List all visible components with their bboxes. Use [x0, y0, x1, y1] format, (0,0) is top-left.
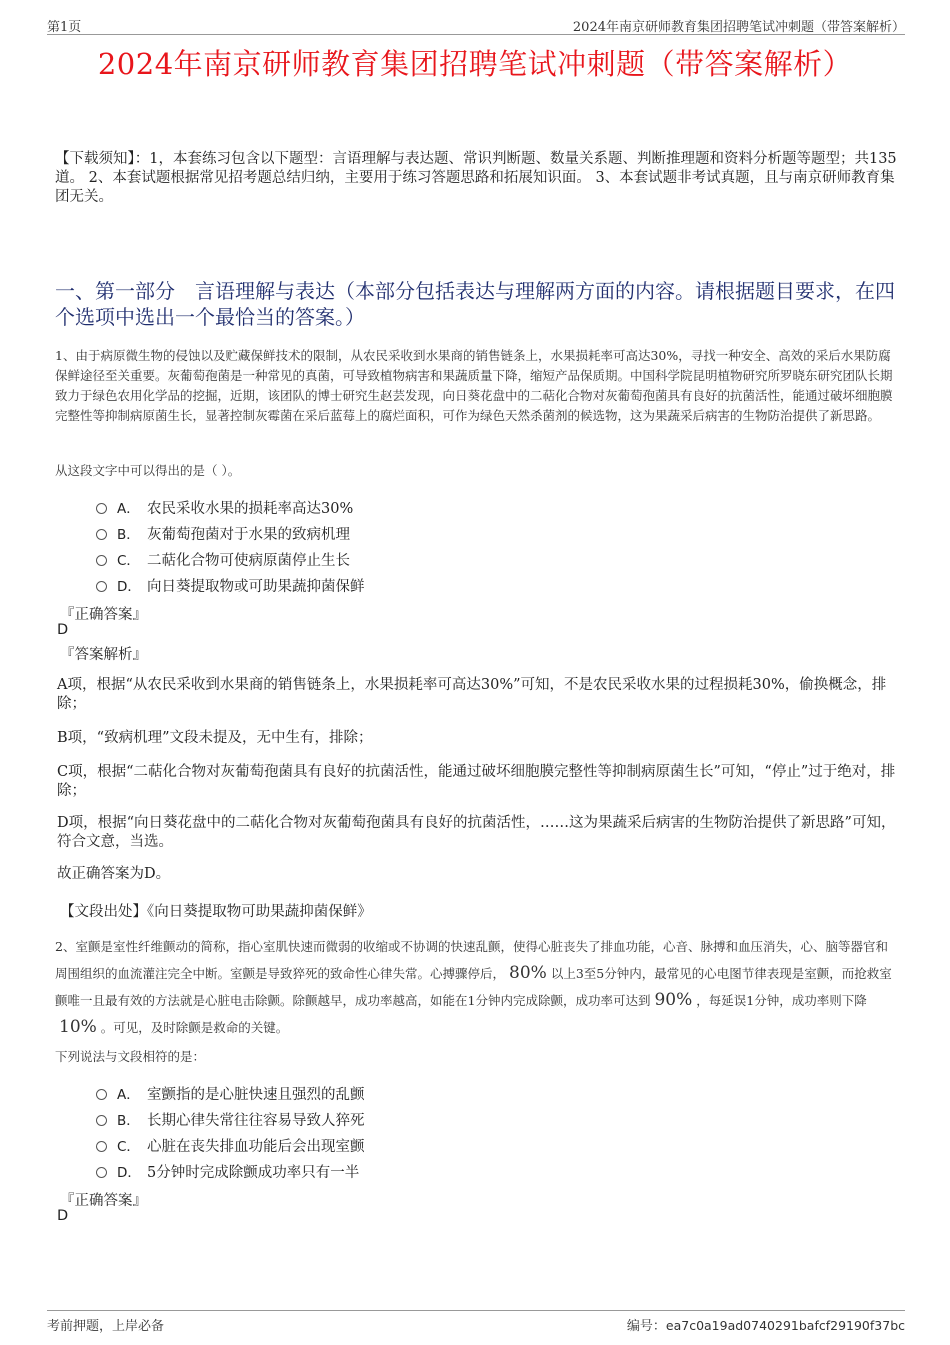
- radio-icon[interactable]: [96, 581, 107, 592]
- q2-pct-10: 10%: [59, 1017, 97, 1037]
- q2-passage-part2: 以上3至5分钟内，最常见的心电图节律表现是室颤，而抢救室颤唯一且最有效的方法就是心脏电击除颤。除颤越早，成功率越高，如能在1分钟内完成除颤，成功率可达到: [55, 966, 892, 1008]
- option-key: B．: [117, 527, 140, 543]
- q1-analysis-b: B项，“致病机理”文段未提及，无中生有，排除；: [57, 730, 373, 746]
- option-text: 向日葵提取物或可助果蔬抑菌保鲜: [147, 579, 365, 595]
- q2-passage-part3: ，每延误1分钟，成功率则下降: [696, 993, 867, 1008]
- option-text: 农民采收水果的损耗率高达30%: [147, 501, 354, 517]
- download-notice: 【下载须知】：1，本套练习包含以下题型：言语理解与表达题、常识判断题、数量关系题、判断推理题和资料分析题等题型；共135道。 2、本套试题根据常见招考题总结归纳，主要用于练习答题思路和拓展知识面。 3、本套试题非考试真题，且与南京研师教育集团无关。: [55, 151, 897, 205]
- q1-option-b[interactable]: [96, 523, 350, 544]
- option-text: 5分钟时完成除颤成功率只有一半: [147, 1165, 360, 1181]
- q2-option-a[interactable]: [96, 1083, 365, 1104]
- page-title: 2024年南京研师教育集团招聘笔试冲刺题（带答案解析）: [97, 47, 853, 81]
- page-header: [47, 14, 905, 35]
- q2-question: 下列说法与文段相符的是：: [55, 1049, 206, 1064]
- q2-option-c[interactable]: [96, 1135, 365, 1156]
- option-text: 二萜化合物可使病原菌停止生长: [147, 553, 350, 569]
- header-doc-title: 2024年南京研师教育集团招聘笔试冲刺题（带答案解析）: [572, 20, 905, 35]
- footer-code-value: ea7c0a19ad0740291bafcf29190f37bc: [665, 1318, 905, 1333]
- option-key: A．: [117, 501, 140, 517]
- q1-question: 从这段文字中可以得出的是（ ）。: [55, 463, 241, 478]
- section-heading: 一、第一部分 言语理解与表达（本部分包括表达与理解两方面的内容。请根据题目要求，在四个选项中选出一个最恰当的答案。）: [55, 279, 895, 329]
- option-text: 灰葡萄孢菌对于水果的致病机理: [147, 527, 350, 543]
- option-key: D．: [117, 1165, 141, 1181]
- option-key: C．: [117, 1139, 140, 1155]
- page-number: 第1页: [47, 20, 82, 35]
- option-key: A．: [117, 1087, 140, 1103]
- option-text: 室颤指的是心脏快速且强烈的乱颤: [147, 1087, 365, 1103]
- footer-code: [627, 1315, 905, 1334]
- option-key: C．: [117, 553, 140, 569]
- option-key: B．: [117, 1113, 140, 1129]
- q1-analysis-a: A项，根据“从农民采收到水果商的销售链条上，水果损耗率可高达30%”可知，不是农民采收水果的过程损耗30%，偷换概念，排除；: [57, 677, 887, 712]
- footer-slogan: 考前押题，上岸必备: [47, 1319, 165, 1334]
- option-key: D．: [117, 579, 141, 595]
- q2-passage-part4: 。可见，及时除颤是救命的关键。: [100, 1020, 289, 1035]
- q2-option-b[interactable]: [96, 1109, 365, 1130]
- q1-option-c[interactable]: [96, 549, 350, 570]
- q2-correct-label: 『正确答案』: [60, 1193, 147, 1209]
- q2-passage: [55, 934, 900, 1041]
- q2-passage-part1: 2、室颤是室性纤维颤动的简称，指心室肌快速而微弱的收缩或不协调的快速乱颤，使得心脏丧失了排血功能，心音、脉搏和血压消失，心、脑等器官和周围组织的血流灌注完全中断。室颤是导致猝死的致命性心律失常。心搏骤停后，: [55, 939, 888, 981]
- q1-correct-label: 『正确答案』: [60, 607, 147, 623]
- option-text: 心脏在丧失排血功能后会出现室颤: [147, 1139, 365, 1155]
- footer-code-label: 编号：: [626, 1319, 666, 1334]
- q2-option-d[interactable]: [96, 1161, 359, 1182]
- radio-icon[interactable]: [96, 555, 107, 566]
- radio-icon[interactable]: [96, 1115, 107, 1126]
- radio-icon[interactable]: [96, 529, 107, 540]
- q1-correct-answer: D: [57, 622, 69, 638]
- q1-analysis-d: D项，根据“向日葵花盘中的二萜化合物对灰葡萄孢菌具有良好的抗菌活性，……这为果蔬采后病害的生物防治提供了新思路”可知，符合文意，当选。: [57, 815, 896, 850]
- q1-analysis-c: C项，根据“二萜化合物对灰葡萄孢菌具有良好的抗菌活性，能通过破坏细胞膜完整性等抑制病原菌生长”可知，“停止”过于绝对，排除；: [57, 764, 896, 799]
- q1-option-a[interactable]: [96, 497, 353, 518]
- q1-passage: 1、由于病原微生物的侵蚀以及贮藏保鲜技术的限制，从农民采收到水果商的销售链条上，水果损耗率可高达30%，寻找一种安全、高效的采后水果防腐保鲜途径至关重要。灰葡萄孢菌是一种常见的真菌，可导致植物病害和果蔬质量下降，缩短产品保质期。中国科学院昆明植物研究所罗晓东研究团队长期致力于绿色农用化学品的挖掘，近期，该团队的博士研究生赵芸发现，向日葵花盘中的二萜化合物对灰葡萄孢菌具有良好的抗菌活性，能通过破坏细胞膜完整性等抑制病原菌生长，显著控制灰霉菌在采后蓝莓上的腐烂面积，可作为绿色天然杀菌剂的候选物，这为果蔬采后病害的生物防治提供了新思路。: [55, 348, 893, 423]
- q2-pct-80: 80%: [509, 963, 547, 983]
- q1-source: 【文段出处】《向日葵提取物可助果蔬抑菌保鲜》: [60, 904, 372, 920]
- radio-icon[interactable]: [96, 503, 107, 514]
- q1-analysis-label: 『答案解析』: [60, 647, 147, 663]
- q2-correct-answer: D: [57, 1208, 69, 1224]
- radio-icon[interactable]: [96, 1167, 107, 1178]
- option-text: 长期心律失常往往容易导致人猝死: [147, 1113, 365, 1129]
- radio-icon[interactable]: [96, 1089, 107, 1100]
- q1-option-d[interactable]: [96, 575, 365, 596]
- radio-icon[interactable]: [96, 1141, 107, 1152]
- page-footer: [47, 1310, 905, 1339]
- q2-pct-90: 90%: [654, 990, 693, 1010]
- q1-analysis-conclusion: 故正确答案为D。: [57, 866, 171, 882]
